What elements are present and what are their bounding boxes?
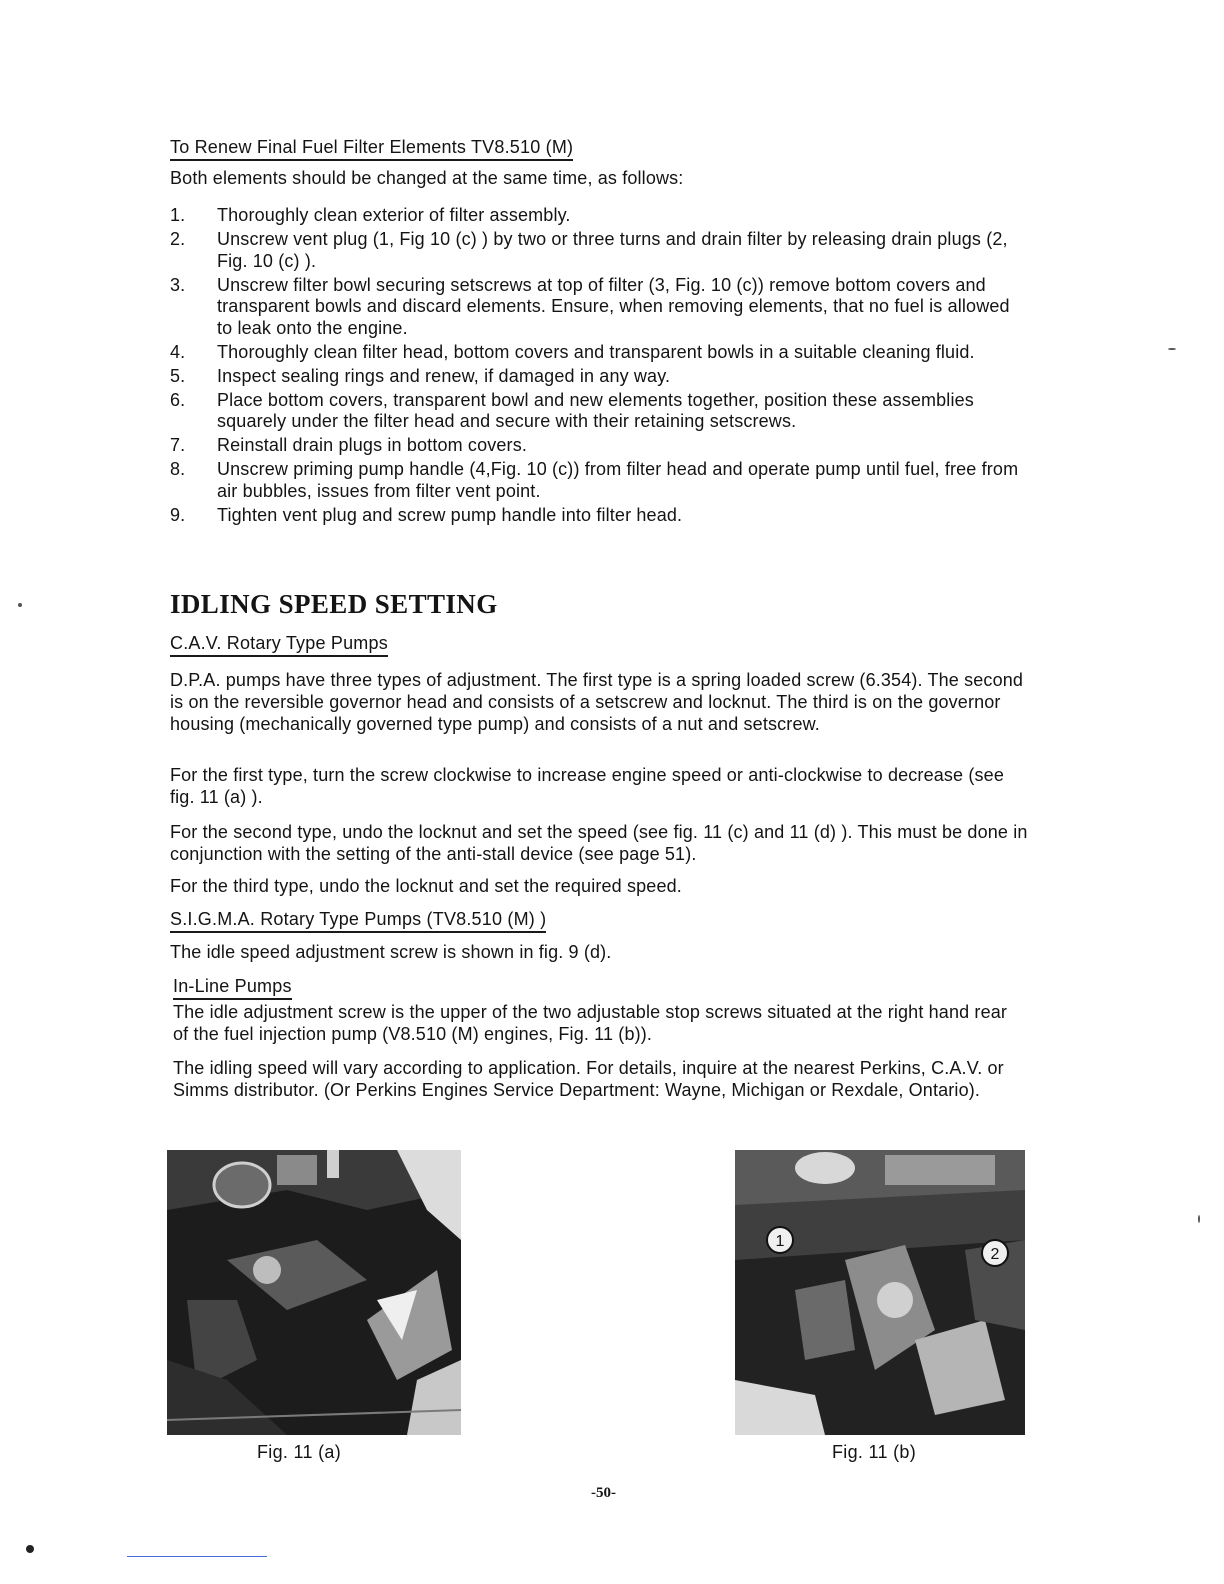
step-text: Inspect sealing rings and renew, if damaged in any way. — [217, 365, 671, 386]
list-item — [170, 459, 1030, 502]
step-text: Reinstall drain plugs in bottom covers. — [217, 435, 527, 455]
cav-paragraph-3: For the second type, undo the locknut and set the speed (see fig. 11 (c) and 11 (d) ). This must be done in conjunction with the setting of the anti-stall device (see page 51). — [170, 822, 1028, 864]
list-item — [170, 275, 1030, 340]
filter-section-intro: Both elements should be changed at the same time, as follows: — [170, 168, 684, 188]
step-number: 6. — [170, 389, 186, 410]
figure-11a-caption: Fig. 11 (a) — [257, 1442, 341, 1462]
list-item — [170, 229, 1030, 272]
scan-underline-artifact — [127, 1556, 267, 1557]
list-item — [170, 205, 1030, 227]
sigma-paragraph: The idle speed adjustment screw is shown in fig. 9 (d). — [170, 942, 612, 962]
step-number: 2. — [170, 229, 186, 249]
step-number: 5. — [170, 365, 186, 386]
scan-speck — [18, 603, 22, 607]
callout-2-label: 2 — [990, 1246, 1000, 1263]
step-number: 3. — [170, 274, 186, 295]
step-number: 7. — [170, 435, 186, 455]
cav-paragraph-1: D.P.A. pumps have three types of adjustment. The first type is a spring loaded screw (6.354). The second is on the reversible governor head and consists of a setscrew and locknut. The third is on the governor housing (mechanically governed type pump) and consists of a nut and setscrew. — [170, 670, 1024, 734]
scan-speck — [26, 1545, 34, 1553]
list-item — [170, 390, 1030, 433]
step-text: Unscrew priming pump handle (4,Fig. 10 (c)) from filter head and operate pump until fuel, free from air bubbles, issues from filter vent point. — [217, 459, 1019, 501]
cav-paragraph-2: For the first type, turn the screw clockwise to increase engine speed or anti-clockwise to decrease (see fig. 11 (a) ). — [170, 765, 1004, 807]
filter-section-heading: To Renew Final Fuel Filter Elements TV8.510 (M) — [170, 136, 573, 161]
figure-11b-caption: Fig. 11 (b) — [832, 1442, 916, 1462]
step-text: Thoroughly clean filter head, bottom covers and transparent bowls in a suitable cleaning fluid. — [217, 341, 975, 362]
scan-speck — [1198, 1215, 1200, 1223]
figure-11a-photo — [167, 1150, 461, 1435]
inline-heading: In-Line Pumps — [173, 975, 292, 1000]
section-title: IDLING SPEED SETTING — [170, 589, 498, 619]
list-item — [170, 342, 1030, 364]
step-number: 1. — [170, 205, 186, 225]
engine-photo-graphic — [735, 1150, 1025, 1435]
scan-speck — [1168, 348, 1176, 350]
cav-paragraph-4: For the third type, undo the locknut and set the required speed. — [170, 876, 682, 896]
list-item — [170, 505, 1030, 527]
step-text: Place bottom covers, transparent bowl and new elements together, position these assemblies squarely under the filter head and secure with their retaining setscrews. — [217, 389, 974, 431]
step-text: Thoroughly clean exterior of filter assembly. — [217, 205, 571, 225]
figure-11b-photo — [735, 1150, 1025, 1435]
step-number: 9. — [170, 504, 186, 525]
step-text: Tighten vent plug and screw pump handle into filter head. — [217, 504, 683, 525]
step-number: 8. — [170, 459, 186, 479]
engine-photo-graphic — [167, 1150, 461, 1435]
step-number: 4. — [170, 341, 186, 362]
page-number: -50- — [591, 1485, 616, 1501]
sigma-heading: S.I.G.M.A. Rotary Type Pumps (TV8.510 (M) ) — [170, 908, 546, 933]
filter-steps-list — [170, 205, 1030, 529]
step-text: Unscrew vent plug (1, Fig 10 (c) ) by two or three turns and drain filter by releasing drain plugs (2, Fig. 10 (c) ). — [217, 229, 1008, 271]
cav-heading: C.A.V. Rotary Type Pumps — [170, 632, 388, 657]
list-item — [170, 435, 1030, 457]
callout-1-label: 1 — [775, 1233, 785, 1250]
inline-paragraph-1: The idle adjustment screw is the upper of the two adjustable stop screws situated at the right hand rear of the fuel injection pump (V8.510 (M) engines, Fig. 11 (b)). — [173, 1002, 1008, 1044]
inline-paragraph-2: The idling speed will vary according to application. For details, inquire at the nearest Perkins, C.A.V. or Simms distributor. (Or Perkins Engines Service Department: Wayne, Michigan or Rexdale, Ontario). — [173, 1058, 1004, 1100]
step-text: Unscrew filter bowl securing setscrews at top of filter (3, Fig. 10 (c)) remove bottom covers and transparent bowls and discard elements. Ensure, when removing elements, that no fuel is allowed to leak onto the engine. — [217, 274, 1010, 338]
list-item — [170, 366, 1030, 388]
